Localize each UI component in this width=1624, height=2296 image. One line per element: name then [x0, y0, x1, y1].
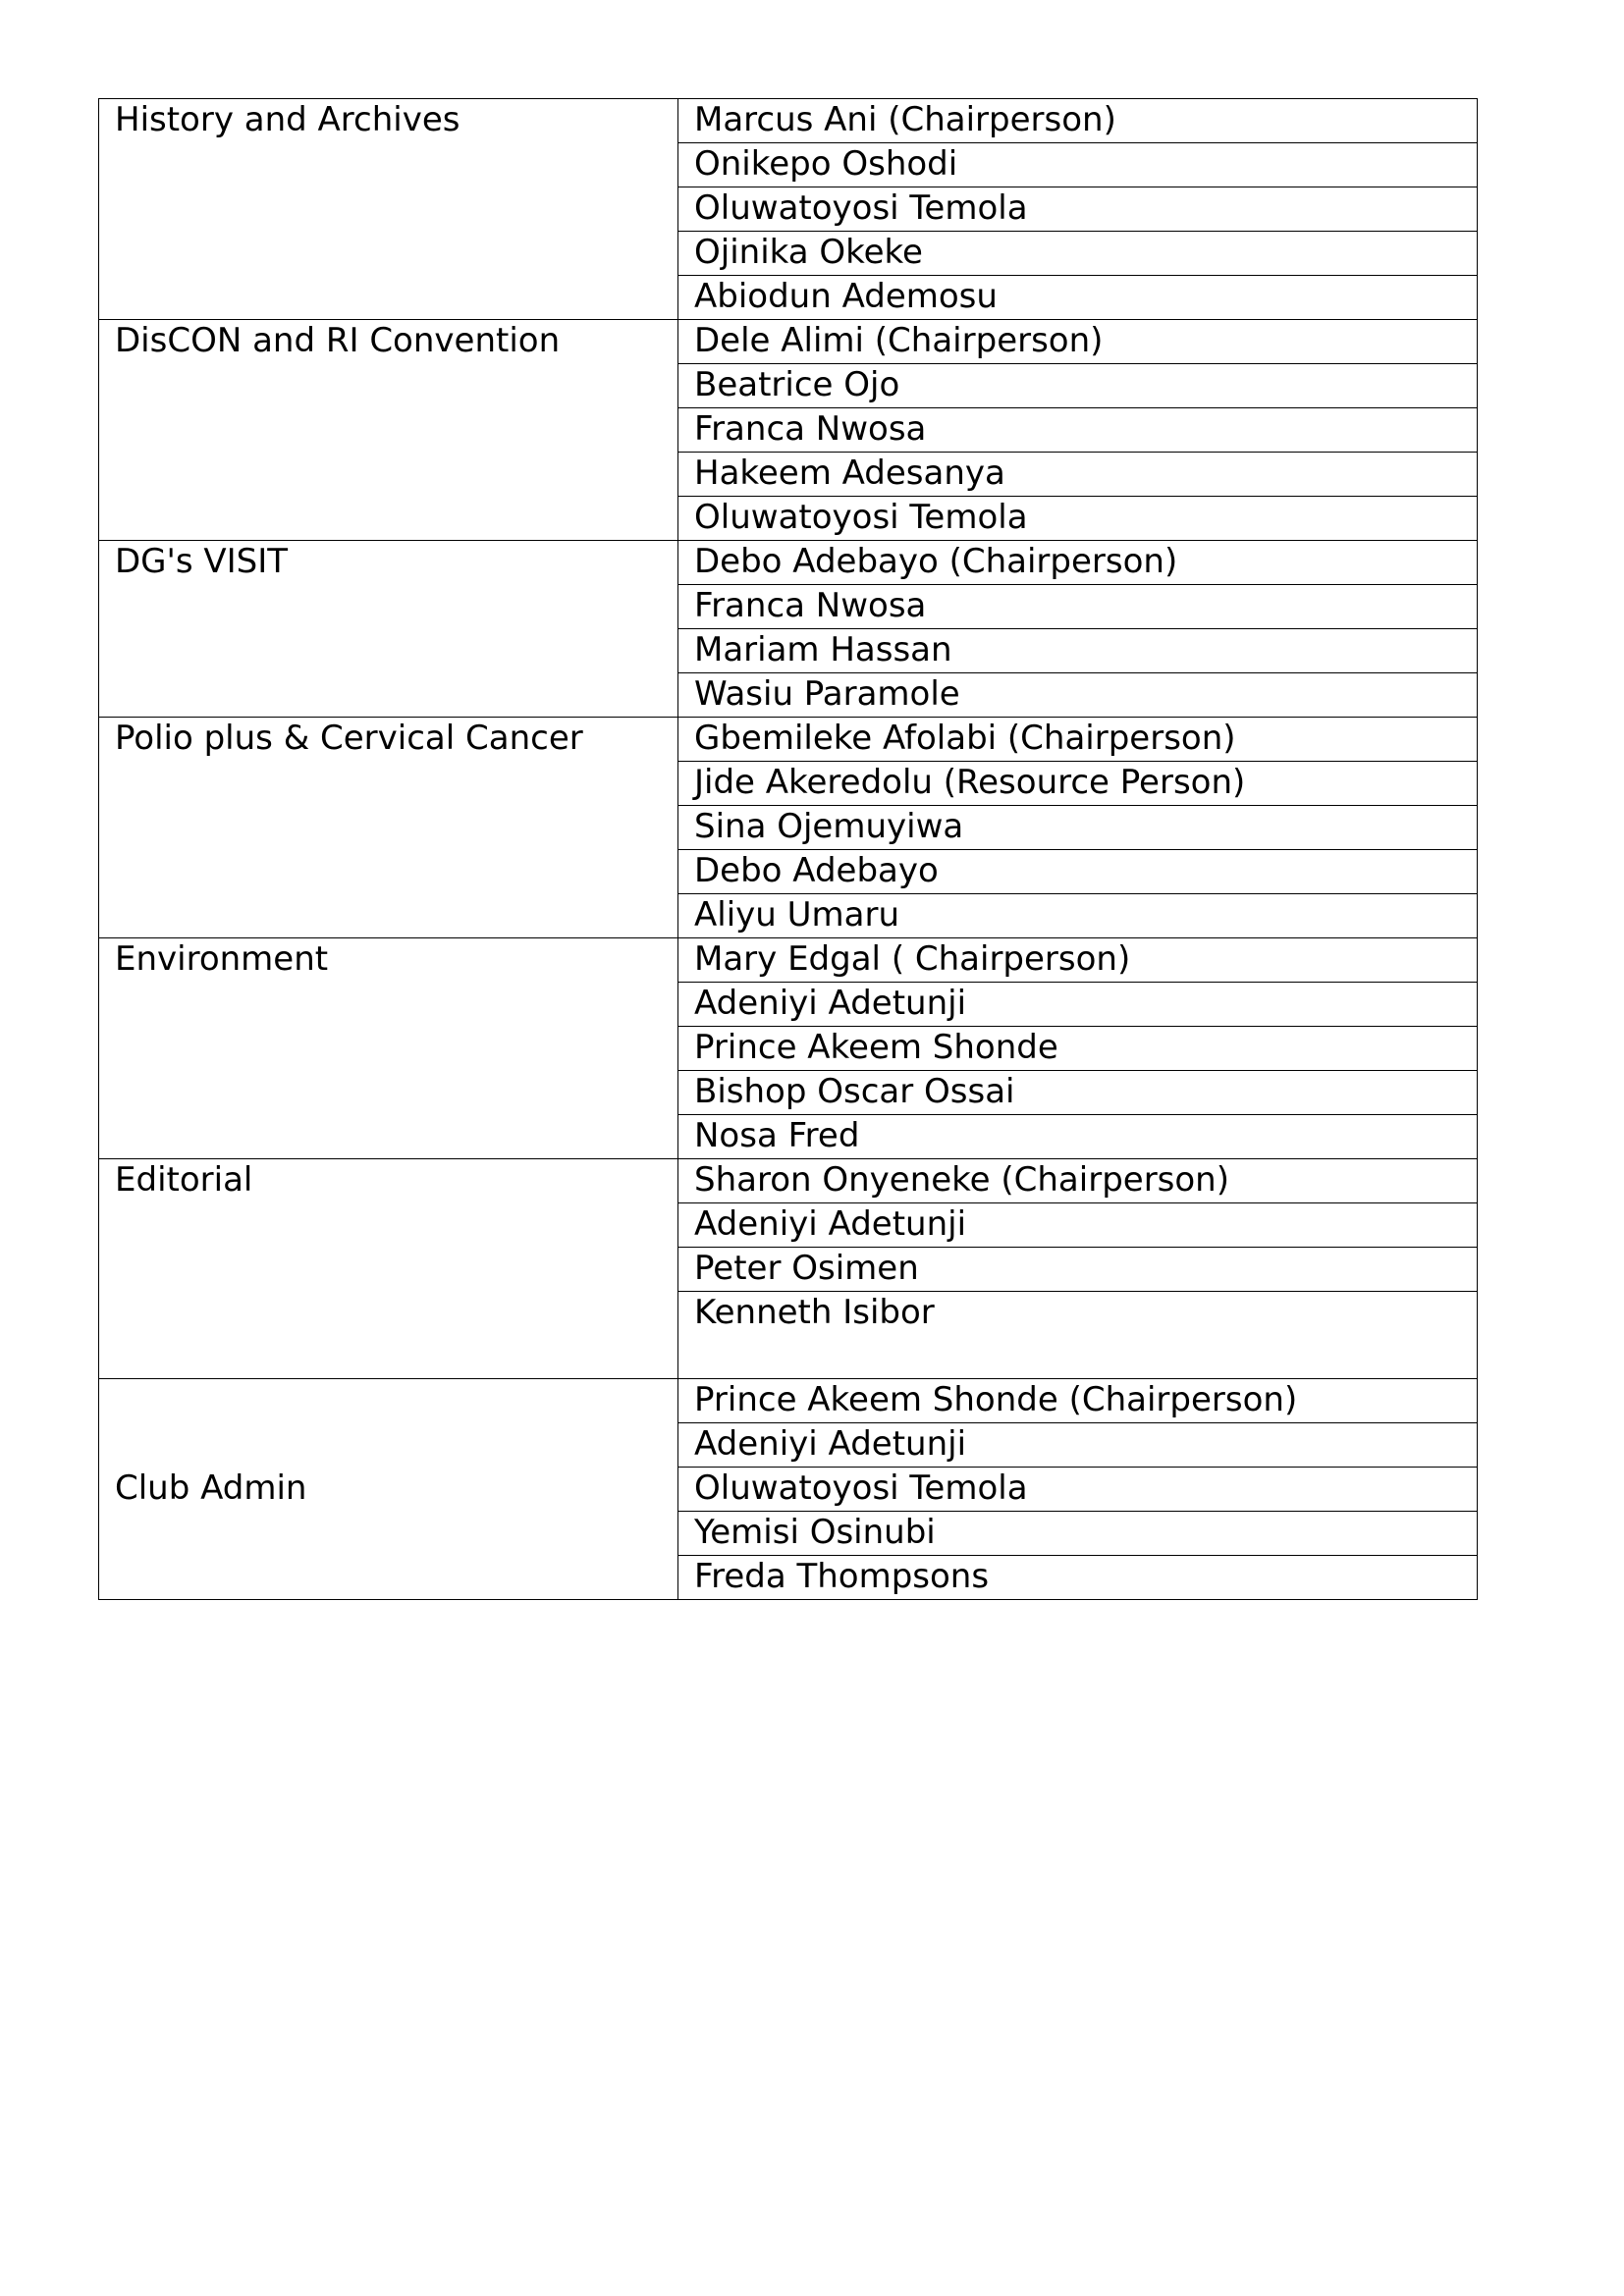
table-row — [99, 541, 1478, 585]
member-name: Adeniyi Adetunji — [678, 983, 1478, 1027]
member-name: Aliyu Umaru — [678, 894, 1478, 938]
member-name: Mariam Hassan — [678, 629, 1478, 673]
member-name: Bishop Oscar Ossai — [678, 1071, 1478, 1115]
table-row — [99, 718, 1478, 762]
committee-name: History and Archives — [99, 99, 678, 320]
committee-name: Environment — [99, 938, 678, 1159]
table-row — [99, 99, 1478, 143]
member-name: Adeniyi Adetunji — [678, 1203, 1478, 1248]
member-name: Oluwatoyosi Temola — [678, 1468, 1478, 1512]
member-name: Marcus Ani (Chairperson) — [678, 99, 1478, 143]
member-name: Hakeem Adesanya — [678, 453, 1478, 497]
member-name: Ojinika Okeke — [678, 232, 1478, 276]
member-name: Sharon Onyeneke (Chairperson) — [678, 1159, 1478, 1203]
committees-table — [98, 98, 1478, 1600]
member-name: Dele Alimi (Chairperson) — [678, 320, 1478, 364]
member-name: Debo Adebayo (Chairperson) — [678, 541, 1478, 585]
member-name: Oluwatoyosi Temola — [678, 187, 1478, 232]
member-name: Prince Akeem Shonde — [678, 1027, 1478, 1071]
table-row — [99, 1379, 1478, 1423]
member-name: Onikepo Oshodi — [678, 143, 1478, 187]
member-name: Kenneth Isibor — [678, 1292, 1478, 1379]
member-name: Debo Adebayo — [678, 850, 1478, 894]
member-name: Beatrice Ojo — [678, 364, 1478, 408]
committee-name: Editorial — [99, 1159, 678, 1379]
table-row — [99, 938, 1478, 983]
member-name: Oluwatoyosi Temola — [678, 497, 1478, 541]
committee-name: Polio plus & Cervical Cancer — [99, 718, 678, 938]
committee-name: DG's VISIT — [99, 541, 678, 718]
member-name: Yemisi Osinubi — [678, 1512, 1478, 1556]
member-name: Gbemileke Afolabi (Chairperson) — [678, 718, 1478, 762]
member-name: Abiodun Ademosu — [678, 276, 1478, 320]
member-name: Peter Osimen — [678, 1248, 1478, 1292]
member-name: Freda Thompsons — [678, 1556, 1478, 1600]
member-name: Mary Edgal ( Chairperson) — [678, 938, 1478, 983]
committee-name: Club Admin — [99, 1379, 678, 1600]
table-row — [99, 320, 1478, 364]
table-row — [99, 1159, 1478, 1203]
member-name: Franca Nwosa — [678, 585, 1478, 629]
member-name: Wasiu Paramole — [678, 673, 1478, 718]
member-name: Nosa Fred — [678, 1115, 1478, 1159]
member-name: Franca Nwosa — [678, 408, 1478, 453]
member-name: Adeniyi Adetunji — [678, 1423, 1478, 1468]
member-name: Jide Akeredolu (Resource Person) — [678, 762, 1478, 806]
member-name: Prince Akeem Shonde (Chairperson) — [678, 1379, 1478, 1423]
member-name: Sina Ojemuyiwa — [678, 806, 1478, 850]
committee-name: DisCON and RI Convention — [99, 320, 678, 541]
